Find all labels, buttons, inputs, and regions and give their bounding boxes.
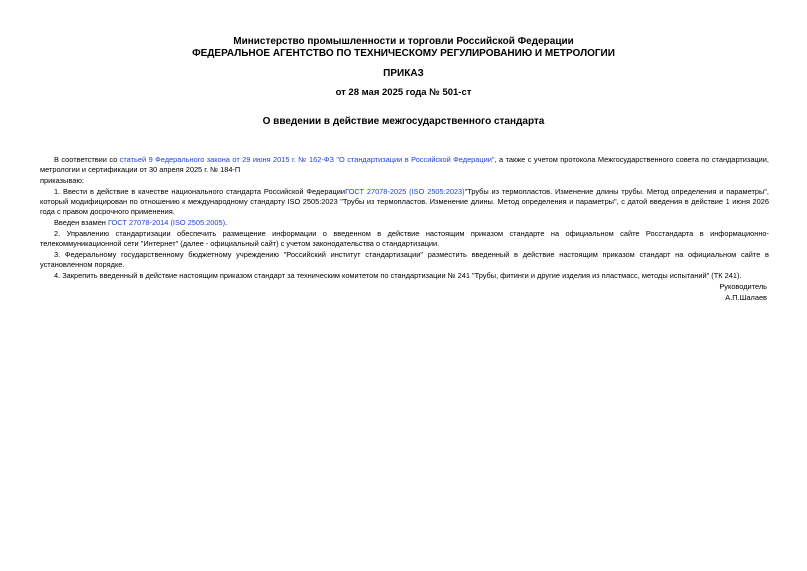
order-date-number: от 28 мая 2025 года № 501-ст [335,87,472,98]
signatory-name: А.П.Шалаев [725,293,767,302]
order-body [40,155,769,283]
preamble-text-start: В соответствии со [54,155,120,164]
gost-27078-2025-link[interactable]: ГОСТ 27078-2025 (ISO 2505:2023) [345,187,465,197]
order-subject: О введении в действие межгосударственного стандарта [262,116,545,127]
orders-line: приказываю: [40,175,84,185]
federal-law-link[interactable]: статьей 9 Федерального закона от 29 июня 2015 г. № 162-ФЗ "О стандартизации в Российской Федерации" [119,155,495,164]
replaced-paragraph [40,218,769,228]
item-2-paragraph: 2. Управлению стандартизации обеспечить размещение информации о введенном в действие настоящим приказом стандарте на официальном сайте Росстандарта в информационно-телекоммуникационной сети "Интернет" (далее - официальный сайт) с учетом законодательства о стандартизации. [40,229,769,248]
document-type: ПРИКАЗ [383,68,424,79]
item-1-paragraph [40,187,769,216]
item-4-paragraph: 4. Закрепить введенный в действие настоящим приказом стандарт за техническим комитетом по стандартизации № 241 "Трубы, фитинги и другие изделия из пластмасс, методы испытаний" (ТК 241). [54,271,742,281]
item-1-text-start: 1. Ввести в действие в качестве национального стандарта Российской Федерации [54,187,346,197]
signature-block [719,281,767,303]
item-3-paragraph: 3. Федеральному государственному бюджетному учреждению "Российский институт стандартизации" разместить введенный в действие настоящим приказом стандарт на официальном сайте в установленном порядке. [40,250,769,269]
replaced-text-start: Введен взамен [54,217,108,227]
preamble-paragraph [40,155,769,174]
item-1-text-end: "Трубы из термопластов. Изменение длины трубы. Метод определения и параметры", который модифицирован по отношению к международному стандарту ISO 2505:2023 "Трубы из термопластов. Изменение длины. Метод определения и параметры", с датой введения в действие 1 июня 2026 года с правом досрочного применения. [40,187,769,216]
preamble-text-end: , а также с учетом протокола Межгосударственного совета по стандартизации, метрологии и сертификации от 30 апреля 2025 г. № 184-П [40,155,769,174]
replaced-text-end: . [225,217,228,227]
agency-name: ФЕДЕРАЛЬНОЕ АГЕНТСТВО ПО ТЕХНИЧЕСКОМУ РЕГУЛИРОВАНИЮ И МЕТРОЛОГИИ [192,48,615,59]
gost-27078-2014-link[interactable]: ГОСТ 27078-2014 (ISO 2505:2005) [107,217,226,227]
ministry-name: Министерство промышленности и торговли Российской Федерации [233,36,574,47]
signatory-title: Руководитель [719,282,767,291]
